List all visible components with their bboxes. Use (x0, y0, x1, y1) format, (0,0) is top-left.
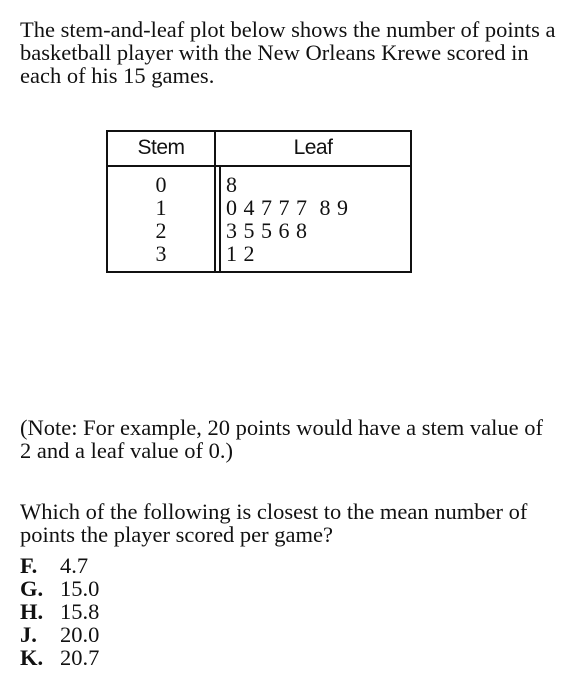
stem-header: Stem (137, 136, 185, 159)
choice-value: 15.0 (60, 576, 100, 601)
choice-value: 20.0 (60, 622, 100, 647)
choice-value: 20.7 (60, 645, 100, 670)
problem-intro: The stem-and-leaf plot below shows the number of points a basketball player with the New Orleans Krewe scored in each of his 15 games. (20, 17, 556, 88)
question-text: Which of the following is closest to the mean number of points the player scored per game? (20, 499, 528, 547)
plot-row (108, 196, 410, 219)
leaf-values: 0 4 7 7 7 8 9 (226, 195, 349, 220)
leaf-header: Leaf (293, 136, 333, 159)
example-note: (Note: For example, 20 points would have a stem value of 2 and a leaf value of 0.) (20, 415, 544, 463)
stem-value: 3 (155, 241, 167, 266)
leaf-values: 3 5 5 6 8 (226, 218, 308, 243)
plot-row (108, 242, 410, 265)
plot-rows (108, 173, 410, 265)
choice-value: 15.8 (60, 599, 100, 624)
plot-row (108, 173, 410, 196)
choice-value: 4.7 (60, 553, 89, 578)
choice-letter: G. (20, 576, 44, 601)
stem-value: 1 (155, 195, 167, 220)
stem-and-leaf-plot (106, 130, 412, 273)
leaf-values: 8 (226, 172, 238, 197)
choice-letter: K. (20, 645, 44, 670)
choice-letter: J. (20, 622, 37, 647)
stem-value: 0 (155, 172, 167, 197)
leaf-values: 1 2 (226, 241, 255, 266)
plot-row (108, 219, 410, 242)
header-divider (108, 165, 410, 167)
stem-value: 2 (155, 218, 167, 243)
choice-letter: H. (20, 599, 44, 624)
choice-letter: F. (20, 553, 38, 578)
